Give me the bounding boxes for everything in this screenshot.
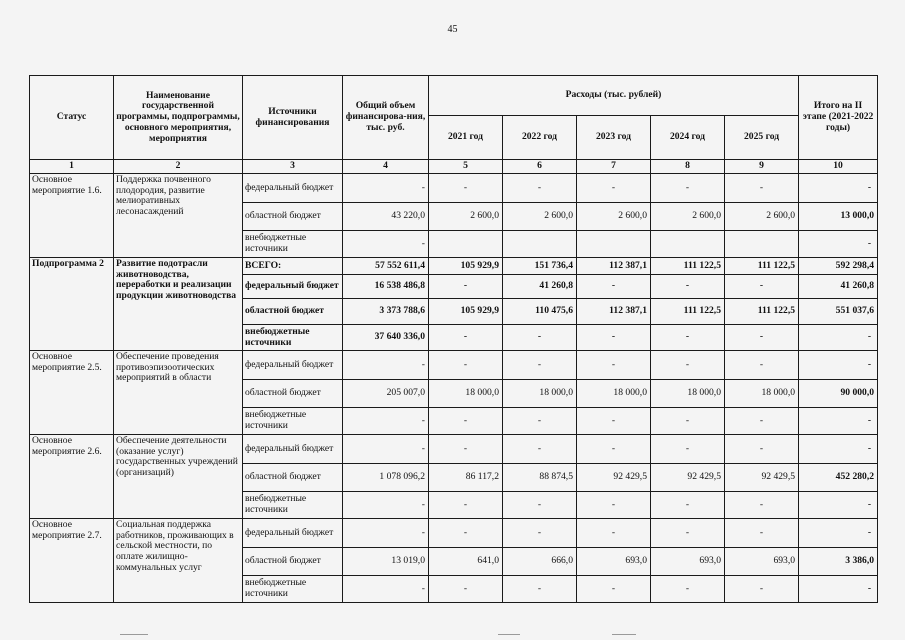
year-amount-cell: 2 600,0	[651, 203, 725, 231]
year-amount-cell: 111 122,5	[725, 258, 799, 275]
column-number: 3	[243, 160, 343, 174]
financing-source: областной бюджет	[243, 203, 343, 231]
year-amount-cell: 111 122,5	[651, 299, 725, 325]
year-amount-cell: 693,0	[577, 548, 651, 576]
year-amount-cell: 2 600,0	[429, 203, 503, 231]
column-number: 4	[343, 160, 429, 174]
year-amount-cell: 92 429,5	[725, 464, 799, 492]
stage-total-cell: -	[799, 576, 878, 603]
header-year: 2023 год	[577, 116, 651, 160]
total-amount-cell: 37 640 336,0	[343, 325, 429, 351]
year-amount-cell: -	[429, 275, 503, 299]
year-amount-cell: -	[725, 174, 799, 203]
year-amount-cell: 18 000,0	[577, 380, 651, 408]
year-amount-cell: -	[651, 174, 725, 203]
financing-source: областной бюджет	[243, 380, 343, 408]
year-amount-cell: 105 929,9	[429, 258, 503, 275]
year-amount-cell: 112 387,1	[577, 299, 651, 325]
year-amount-cell: -	[429, 174, 503, 203]
year-amount-cell: 111 122,5	[651, 258, 725, 275]
column-number: 8	[651, 160, 725, 174]
row-status: Основное мероприятие 2.7.	[30, 519, 114, 603]
header-sources: Источники финансирования	[243, 76, 343, 160]
year-amount-cell: -	[429, 435, 503, 464]
header-expenses: Расходы (тыс. рублей)	[429, 76, 799, 116]
financing-source: областной бюджет	[243, 548, 343, 576]
financing-source: областной бюджет	[243, 464, 343, 492]
row-name: Обеспечение проведения противоэпизоотических мероприятий в области	[114, 351, 243, 435]
stage-total-cell: -	[799, 435, 878, 464]
year-amount-cell: 110 475,6	[503, 299, 577, 325]
stage-total-cell: 452 280,2	[799, 464, 878, 492]
year-amount-cell: -	[651, 408, 725, 435]
column-number-row	[30, 160, 878, 174]
financing-source: внебюджетные источники	[243, 325, 343, 351]
table-row	[30, 351, 878, 380]
financing-source: внебюджетные источники	[243, 408, 343, 435]
year-amount-cell: 641,0	[429, 548, 503, 576]
total-amount-cell: 205 007,0	[343, 380, 429, 408]
year-amount-cell: -	[725, 325, 799, 351]
financing-source: ВСЕГО:	[243, 258, 343, 275]
stage-total-cell: 551 037,6	[799, 299, 878, 325]
table-row	[30, 174, 878, 203]
year-amount-cell: -	[651, 519, 725, 548]
year-amount-cell: -	[577, 174, 651, 203]
year-amount-cell: -	[651, 325, 725, 351]
column-number: 1	[30, 160, 114, 174]
total-amount-cell: 43 220,0	[343, 203, 429, 231]
year-amount-cell: -	[725, 435, 799, 464]
year-amount-cell: 18 000,0	[503, 380, 577, 408]
header-year: 2025 год	[725, 116, 799, 160]
row-status: Основное мероприятие 2.5.	[30, 351, 114, 435]
financing-source: внебюджетные источники	[243, 492, 343, 519]
year-amount-cell: 151 736,4	[503, 258, 577, 275]
year-amount-cell: -	[651, 435, 725, 464]
header-status: Статус	[30, 76, 114, 160]
year-amount-cell: -	[725, 275, 799, 299]
year-amount-cell: -	[577, 435, 651, 464]
year-amount-cell: -	[429, 519, 503, 548]
stage-total-cell: -	[799, 174, 878, 203]
year-amount-cell: 111 122,5	[725, 299, 799, 325]
header-name: Наименование государственной программы, подпрограммы, основного мероприятия, мероприятия	[114, 76, 243, 160]
row-name: Социальная поддержка работников, проживающих в сельской местности, по оплате жилищно-коммунальных услуг	[114, 519, 243, 603]
row-name: Обеспечение деятельности (оказание услуг) государственных учреждений (организаций)	[114, 435, 243, 519]
stage-total-cell: -	[799, 231, 878, 258]
stage-total-cell: -	[799, 519, 878, 548]
year-amount-cell: -	[725, 351, 799, 380]
year-amount-cell	[503, 231, 577, 258]
year-amount-cell: 18 000,0	[725, 380, 799, 408]
row-status: Подпрограмма 2	[30, 258, 114, 351]
financing-source: федеральный бюджет	[243, 519, 343, 548]
total-amount-cell: -	[343, 519, 429, 548]
year-amount-cell: -	[725, 519, 799, 548]
stage-total-cell: 3 386,0	[799, 548, 878, 576]
total-amount-cell: 57 552 611,4	[343, 258, 429, 275]
row-status: Основное мероприятие 2.6.	[30, 435, 114, 519]
year-amount-cell	[651, 231, 725, 258]
header-year: 2021 год	[429, 116, 503, 160]
table-header	[30, 76, 878, 174]
budget-table	[29, 75, 878, 603]
total-amount-cell: -	[343, 351, 429, 380]
year-amount-cell: -	[577, 576, 651, 603]
financing-source: федеральный бюджет	[243, 435, 343, 464]
scan-artifact-line	[498, 634, 520, 635]
year-amount-cell: 18 000,0	[429, 380, 503, 408]
total-amount-cell: -	[343, 408, 429, 435]
table-row	[30, 519, 878, 548]
year-amount-cell: -	[503, 492, 577, 519]
year-amount-cell	[429, 231, 503, 258]
total-amount-cell: 3 373 788,6	[343, 299, 429, 325]
stage-total-cell: 90 000,0	[799, 380, 878, 408]
year-amount-cell: 88 874,5	[503, 464, 577, 492]
scan-artifact-line	[120, 634, 148, 635]
column-number: 2	[114, 160, 243, 174]
stage-total-cell: -	[799, 325, 878, 351]
year-amount-cell: -	[651, 351, 725, 380]
table-row	[30, 258, 878, 275]
year-amount-cell: -	[577, 492, 651, 519]
stage-total-cell: 13 000,0	[799, 203, 878, 231]
year-amount-cell: -	[503, 519, 577, 548]
year-amount-cell: -	[503, 174, 577, 203]
header-year: 2024 год	[651, 116, 725, 160]
year-amount-cell: -	[577, 325, 651, 351]
stage-total-cell: -	[799, 351, 878, 380]
stage-total-cell: -	[799, 408, 878, 435]
year-amount-cell	[577, 231, 651, 258]
column-number: 7	[577, 160, 651, 174]
total-amount-cell: 16 538 486,8	[343, 275, 429, 299]
budget-table-wrapper	[29, 75, 877, 603]
total-amount-cell: -	[343, 231, 429, 258]
year-amount-cell: 105 929,9	[429, 299, 503, 325]
year-amount-cell: -	[577, 519, 651, 548]
year-amount-cell: -	[503, 351, 577, 380]
year-amount-cell: -	[503, 408, 577, 435]
year-amount-cell: -	[651, 492, 725, 519]
year-amount-cell: -	[577, 351, 651, 380]
year-amount-cell: 41 260,8	[503, 275, 577, 299]
year-amount-cell: 112 387,1	[577, 258, 651, 275]
header-stage-total: Итого на II этапе (2021-2022 годы)	[799, 76, 878, 160]
year-amount-cell: -	[725, 408, 799, 435]
year-amount-cell: -	[577, 275, 651, 299]
header-year: 2022 год	[503, 116, 577, 160]
year-amount-cell: -	[725, 492, 799, 519]
table-row	[30, 435, 878, 464]
year-amount-cell: 92 429,5	[651, 464, 725, 492]
year-amount-cell: 2 600,0	[725, 203, 799, 231]
year-amount-cell: 18 000,0	[651, 380, 725, 408]
stage-total-cell: -	[799, 492, 878, 519]
row-name: Развитие подотрасли животноводства, переработки и реализации продукции животноводства	[114, 258, 243, 351]
financing-source: областной бюджет	[243, 299, 343, 325]
table-body	[30, 174, 878, 603]
year-amount-cell: -	[503, 435, 577, 464]
row-name: Поддержка почвенного плодородия, развитие мелиоративных лесонасаждений	[114, 174, 243, 258]
year-amount-cell: -	[429, 325, 503, 351]
scan-artifact-line	[612, 634, 636, 635]
year-amount-cell: -	[725, 576, 799, 603]
row-status: Основное мероприятие 1.6.	[30, 174, 114, 258]
year-amount-cell: 666,0	[503, 548, 577, 576]
total-amount-cell: 13 019,0	[343, 548, 429, 576]
year-amount-cell: -	[651, 275, 725, 299]
total-amount-cell: 1 078 096,2	[343, 464, 429, 492]
year-amount-cell: -	[503, 576, 577, 603]
year-amount-cell: -	[651, 576, 725, 603]
financing-source: внебюджетные источники	[243, 231, 343, 258]
year-amount-cell: -	[429, 408, 503, 435]
year-amount-cell	[725, 231, 799, 258]
year-amount-cell: 2 600,0	[503, 203, 577, 231]
year-amount-cell: -	[577, 408, 651, 435]
year-amount-cell: -	[503, 325, 577, 351]
year-amount-cell: 86 117,2	[429, 464, 503, 492]
total-amount-cell: -	[343, 576, 429, 603]
financing-source: федеральный бюджет	[243, 275, 343, 299]
header-total: Общий объем финансирова-ния, тыс. руб.	[343, 76, 429, 160]
total-amount-cell: -	[343, 492, 429, 519]
year-amount-cell: 92 429,5	[577, 464, 651, 492]
year-amount-cell: 693,0	[725, 548, 799, 576]
total-amount-cell: -	[343, 435, 429, 464]
year-amount-cell: 2 600,0	[577, 203, 651, 231]
financing-source: внебюджетные источники	[243, 576, 343, 603]
stage-total-cell: 41 260,8	[799, 275, 878, 299]
financing-source: федеральный бюджет	[243, 174, 343, 203]
column-number: 9	[725, 160, 799, 174]
column-number: 10	[799, 160, 878, 174]
column-number: 6	[503, 160, 577, 174]
year-amount-cell: -	[429, 576, 503, 603]
year-amount-cell: 693,0	[651, 548, 725, 576]
financing-source: федеральный бюджет	[243, 351, 343, 380]
year-amount-cell: -	[429, 492, 503, 519]
year-amount-cell: -	[429, 351, 503, 380]
total-amount-cell: -	[343, 174, 429, 203]
stage-total-cell: 592 298,4	[799, 258, 878, 275]
column-number: 5	[429, 160, 503, 174]
page-number: 45	[447, 24, 458, 35]
